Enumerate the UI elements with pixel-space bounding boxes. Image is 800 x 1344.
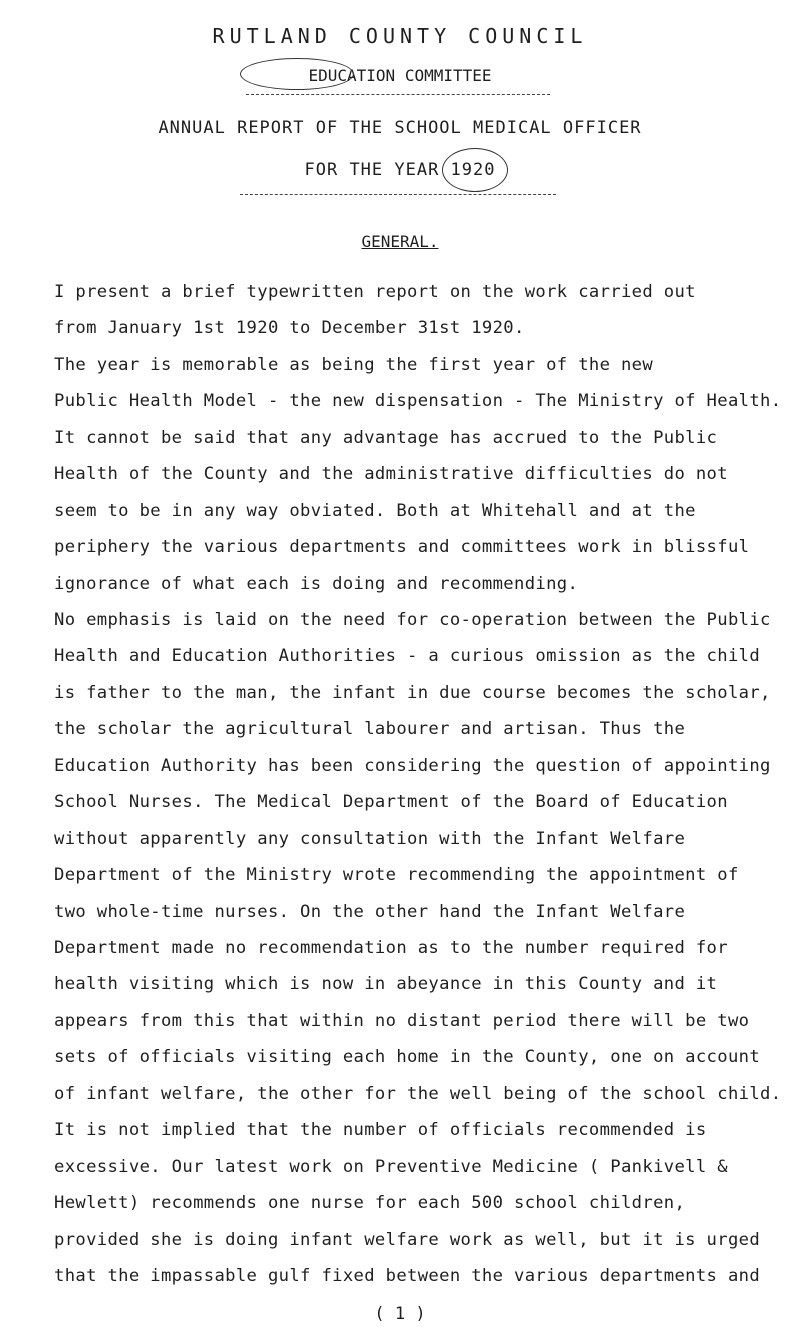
body-line-28: that the impassable gulf fixed between the various departments and bbox=[54, 1266, 761, 1286]
body-line-9: ignorance of what each is doing and recommending. bbox=[54, 574, 579, 594]
council-title: RUTLAND COUNTY COUNCIL bbox=[212, 24, 588, 48]
body-line-16: without apparently any consultation with the Infant Welfare bbox=[54, 829, 686, 849]
body-line-25: excessive. Our latest work on Preventive Medicine ( Pankivell & bbox=[54, 1157, 728, 1177]
body-line-23: of infant welfare, the other for the well being of the school child. bbox=[54, 1084, 782, 1104]
report-year: FOR THE YEAR 1920 bbox=[304, 160, 496, 180]
body-line-15: School Nurses. The Medical Department of the Board of Education bbox=[54, 792, 728, 812]
body-line-8: periphery the various departments and committees work in blissful bbox=[54, 537, 750, 557]
body-line-26: Hewlett) recommends one nurse for each 500 school children, bbox=[54, 1193, 686, 1213]
report-title: ANNUAL REPORT OF THE SCHOOL MEDICAL OFFICER bbox=[158, 118, 642, 138]
body-line-21: appears from this that within no distant period there will be two bbox=[54, 1011, 750, 1031]
body-line-13: the scholar the agricultural labourer and artisan. Thus the bbox=[54, 719, 686, 739]
year-underline bbox=[240, 194, 556, 195]
committee-underline bbox=[246, 94, 550, 95]
body-line-18: two whole-time nurses. On the other hand the Infant Welfare bbox=[54, 902, 686, 922]
body-line-14: Education Authority has been considering the question of appointing bbox=[54, 756, 771, 776]
page-number: ( 1 ) bbox=[374, 1304, 426, 1324]
body-line-10: No emphasis is laid on the need for co-operation between the Public bbox=[54, 610, 771, 630]
handwritten-circle-education bbox=[240, 58, 354, 90]
body-line-19: Department made no recommendation as to the number required for bbox=[54, 938, 728, 958]
body-line-12: is father to the man, the infant in due course becomes the scholar, bbox=[54, 683, 771, 703]
body-line-17: Department of the Ministry wrote recommending the appointment of bbox=[54, 865, 739, 885]
body-line-3: The year is memorable as being the first year of the new bbox=[54, 355, 654, 375]
committee-title: EDUCATION COMMITTEE bbox=[308, 66, 492, 85]
body-line-6: Health of the County and the administrative difficulties do not bbox=[54, 464, 728, 484]
section-heading bbox=[0, 232, 800, 251]
body-line-1: I present a brief typewritten report on the work carried out bbox=[54, 282, 696, 302]
section-heading-text: GENERAL. bbox=[361, 232, 439, 251]
body-line-27: provided she is doing infant welfare work as well, but it is urged bbox=[54, 1230, 761, 1250]
body-line-24: It is not implied that the number of officials recommended is bbox=[54, 1120, 707, 1140]
body-line-7: seem to be in any way obviated. Both at Whitehall and at the bbox=[54, 501, 696, 521]
body-line-5: It cannot be said that any advantage has accrued to the Public bbox=[54, 428, 718, 448]
handwritten-circle-year bbox=[442, 148, 508, 192]
body-line-4: Public Health Model - the new dispensation - The Ministry of Health. bbox=[54, 391, 782, 411]
body-line-11: Health and Education Authorities - a curious omission as the child bbox=[54, 646, 761, 666]
body-line-2: from January 1st 1920 to December 31st 1920. bbox=[54, 318, 525, 338]
body-line-20: health visiting which is now in abeyance in this County and it bbox=[54, 974, 718, 994]
body-line-22: sets of officials visiting each home in the County, one on account bbox=[54, 1047, 761, 1067]
